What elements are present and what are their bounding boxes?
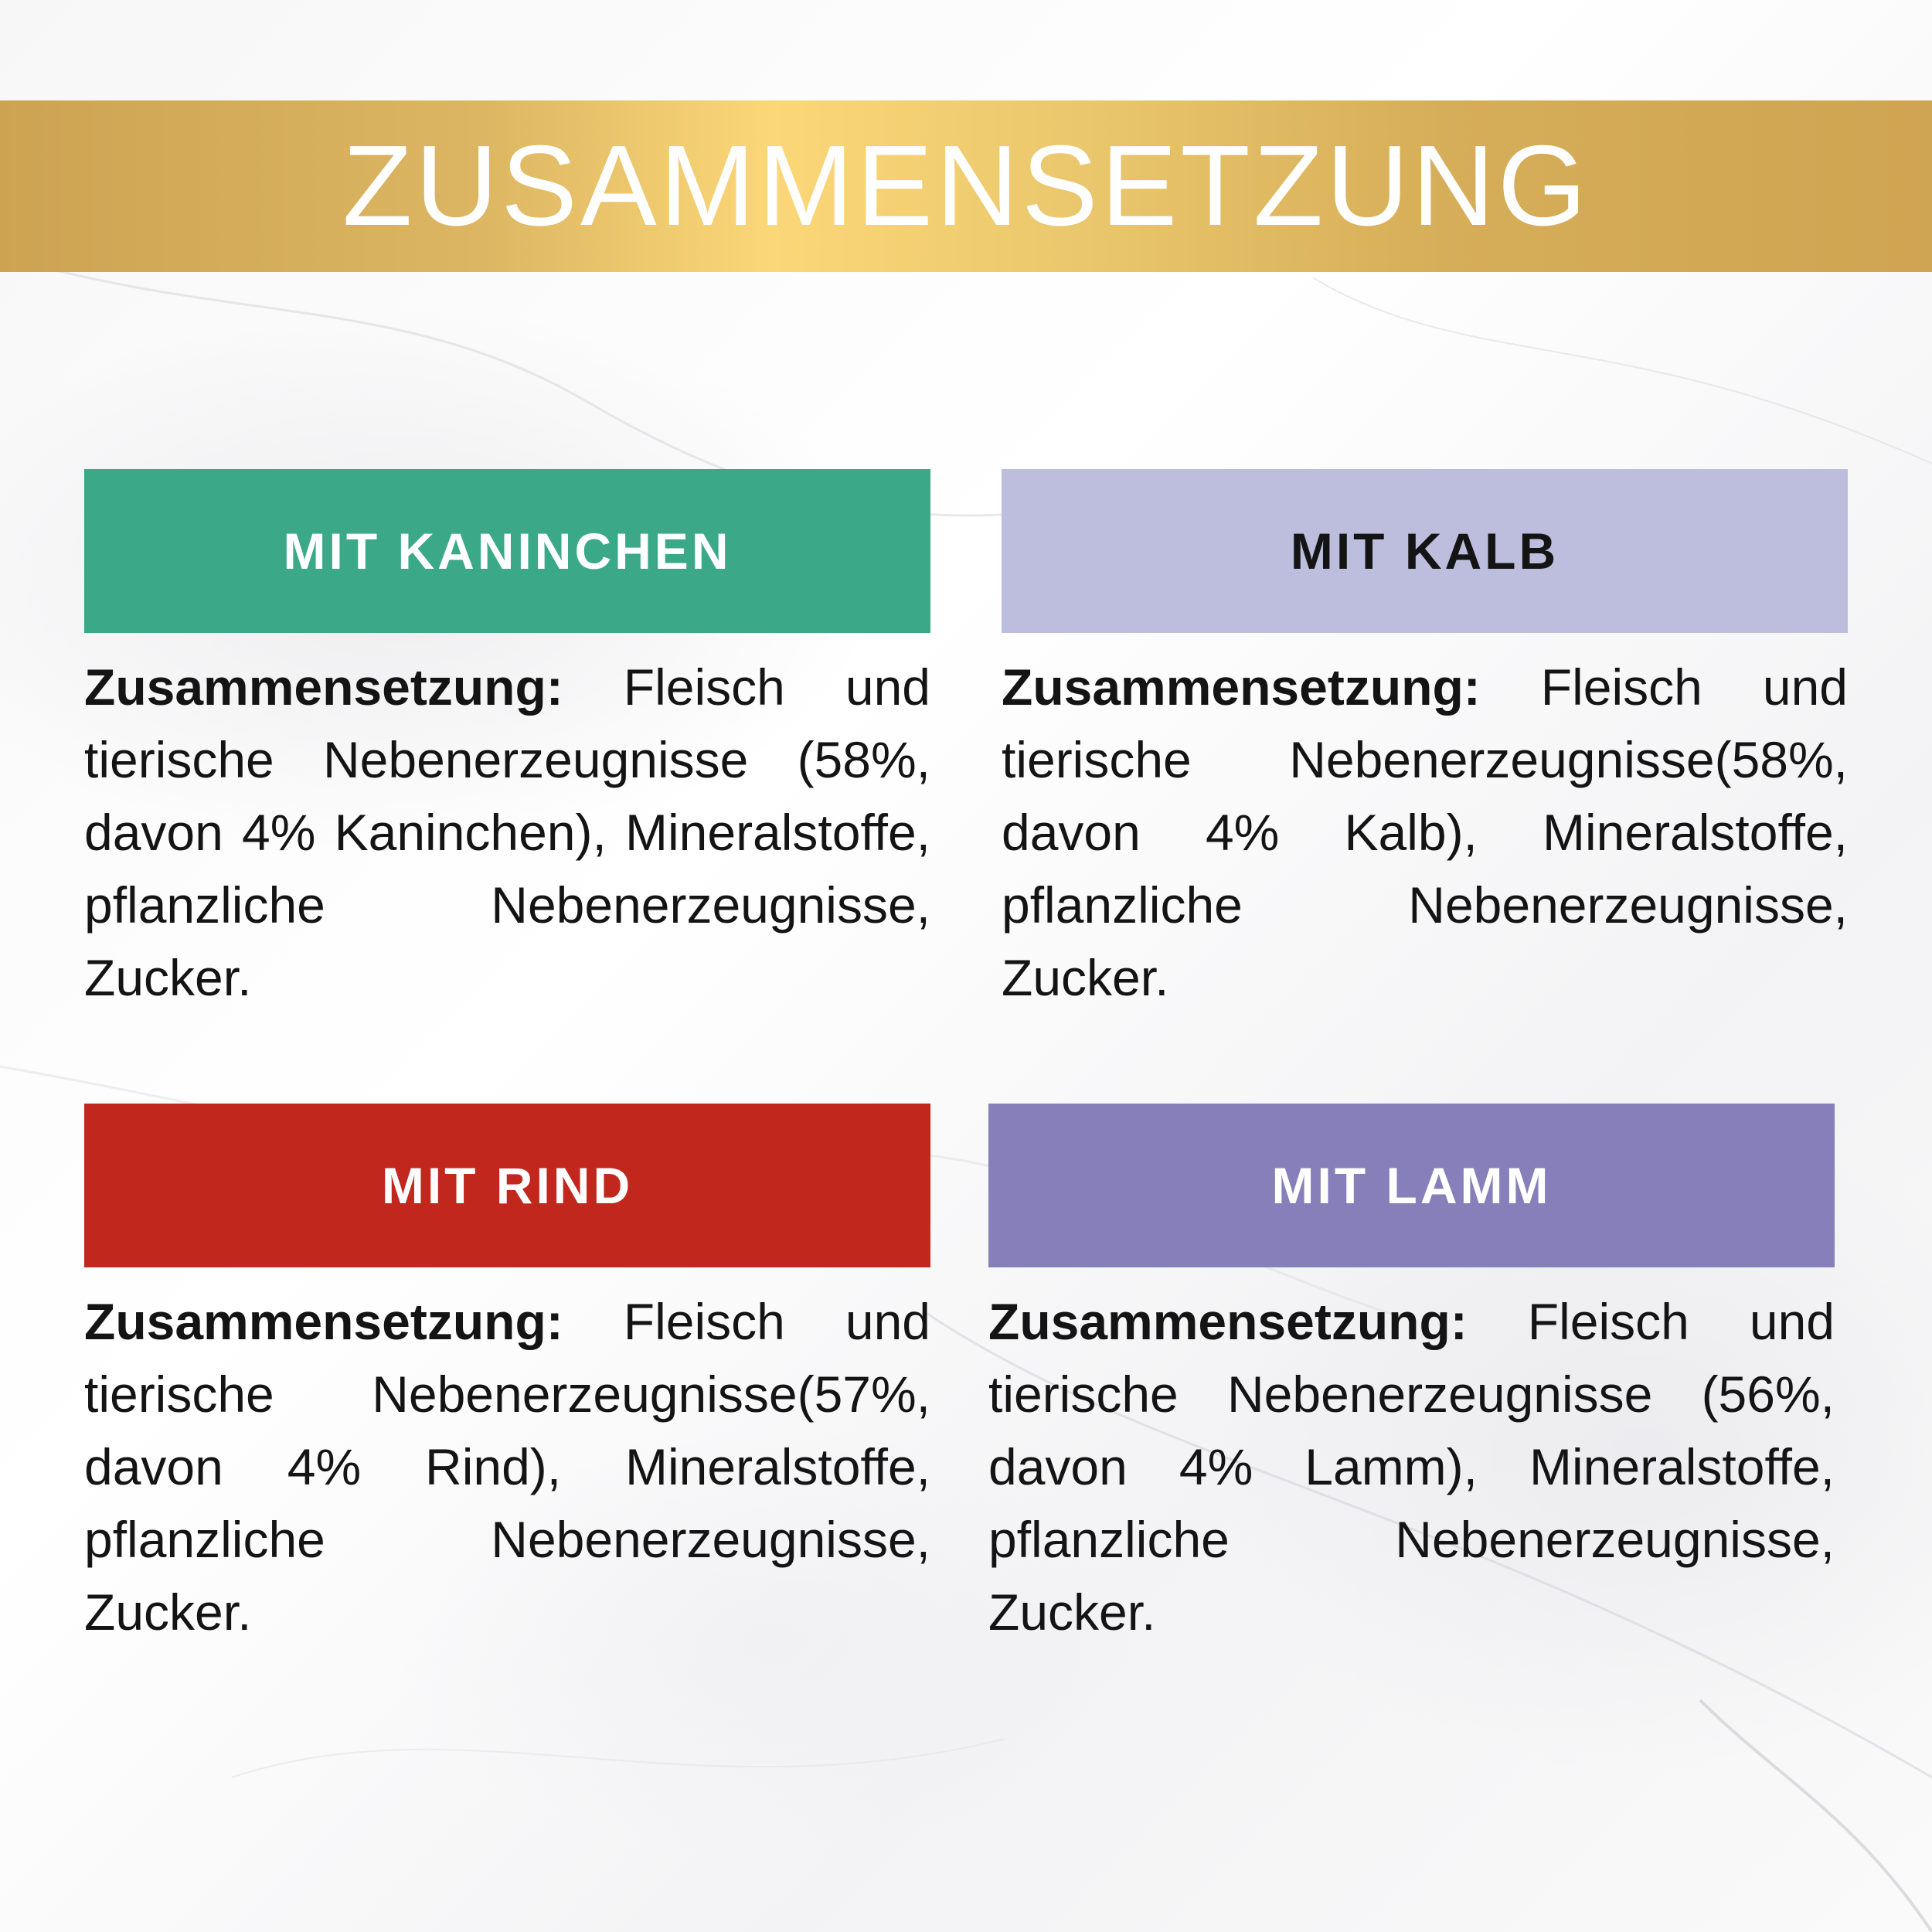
card-ingredients [1002, 651, 1848, 1014]
card-header-lamm [988, 1104, 1835, 1267]
card-header-label: MIT KALB [1290, 522, 1560, 580]
card-header-label: MIT KANINCHEN [283, 522, 732, 580]
card-header-rind [84, 1104, 930, 1267]
ingredients-body: Fleisch und tierische Nebenerzeugnisse(58%, davon 4% Kalb), Mineralstoffe, pflanzliche Nebenerzeugnisse, Zucker. [1002, 658, 1849, 1006]
card-header-kaninchen [84, 469, 930, 633]
card-header-label: MIT LAMM [1271, 1157, 1552, 1214]
ingredients-body: Fleisch und tierische Nebenerzeugnisse (58%, davon 4% Kaninchen), Mineralstoffe, pflanzliche Nebenerzeugnisse, Zucker. [84, 658, 931, 1006]
ingredients-body: Fleisch und tierische Nebenerzeugnisse (56%, davon 4% Lamm), Mineralstoffe, pflanzliche Nebenerzeugnisse, Zucker. [988, 1293, 1835, 1641]
title-banner [0, 100, 1932, 272]
card-ingredients [988, 1285, 1835, 1648]
card-header-kalb [1002, 469, 1848, 633]
page-title: ZUSAMMENSETZUNG [342, 122, 1590, 250]
card-header-label: MIT RIND [381, 1157, 634, 1214]
ingredients-lead: Zusammensetzung: [988, 1293, 1468, 1350]
ingredients-lead: Zusammensetzung: [84, 658, 563, 716]
card-ingredients [84, 651, 930, 1014]
ingredients-lead: Zusammensetzung: [1002, 658, 1481, 716]
card-ingredients [84, 1285, 930, 1648]
ingredients-body: Fleisch und tierische Nebenerzeugnisse(57%, davon 4% Rind), Mineralstoffe, pflanzliche Nebenerzeugnisse, Zucker. [84, 1293, 931, 1641]
ingredients-lead: Zusammensetzung: [84, 1293, 563, 1350]
